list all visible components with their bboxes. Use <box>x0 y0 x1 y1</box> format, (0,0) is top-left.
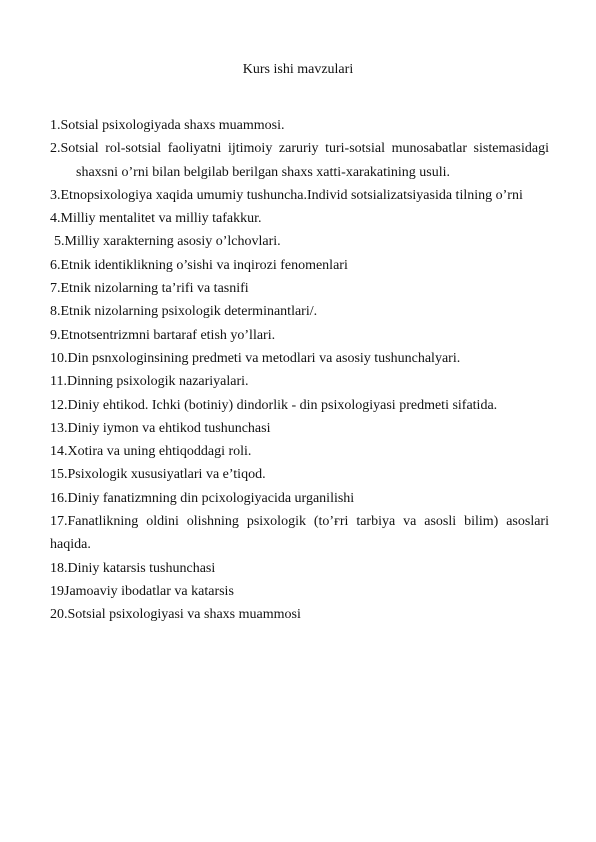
list-item: 14.Xotira va uning ehtiqoddagi roli. <box>50 444 252 460</box>
list-item: 8.Etnik nizolarning psixologik determinantlari/. <box>50 304 318 320</box>
document-title: Kurs ishi mavzulari <box>242 62 354 77</box>
list-item: 12.Diniy ehtikod. Ichki (botiniy) dindorlik - din psixologiyasi predmeti sifatida. <box>50 397 498 413</box>
topic-list <box>50 114 549 627</box>
list-item: 6.Etnik identiklikning o’sishi va inqirozi fenomenlari <box>50 257 348 273</box>
list-item: 11.Dinning psixologik nazariyalari. <box>50 374 249 390</box>
list-item: 17.Fanatlikning oldini olishning psixologik (to’ғri tarbiya va asosli bilim) asoslari haqida. <box>50 514 549 553</box>
list-item: 20.Sotsial psixologiyasi va shaxs muammosi <box>50 607 301 623</box>
list-item: 4.Milliy mentalitet va milliy tafakkur. <box>50 211 262 227</box>
list-item: 16.Diniy fanatizmning din pcixologiyacida urganilishi <box>50 490 355 506</box>
list-item: 7.Etnik nizolarning ta’rifi va tasnifi <box>50 281 249 297</box>
list-item: 5.Milliy xarakterning asosiy o’lchovlari. <box>54 234 281 250</box>
list-item: 13.Diniy iymon va ehtikod tushunchasi <box>50 420 271 436</box>
list-item: 18.Diniy katarsis tushunchasi <box>50 560 216 576</box>
list-item: 3.Etnopsixologiya xaqida umumiy tushuncha.Individ sotsializatsiyasida tilning o’rni <box>50 187 523 203</box>
list-item: 1.Sotsial psixologiyada shaxs muammosi. <box>50 118 285 133</box>
list-item-2-part-2: shaxsni o’rni bilan belgilab berilgan shaxs xatti-xarakatining usuli. <box>76 164 451 180</box>
list-item: 9.Etnotsentrizmni bartaraf etish yo’llari. <box>50 327 276 343</box>
list-item-2-part-1: 2.Sotsial rol-sotsial faoliyatni ijtimoiy zaruriy turi-sotsial munosabatlar sistemasidagi <box>50 141 549 157</box>
list-item: 19Jamoaviy ibodatlar va katarsis <box>50 583 234 599</box>
list-item: 15.Psixologik xususiyatlari va e’tiqod. <box>50 467 266 483</box>
list-item-2 <box>50 137 549 184</box>
list-item: 10.Din psnxologinsining predmeti va metodlari va asosiy tushunchalyari. <box>50 350 461 366</box>
